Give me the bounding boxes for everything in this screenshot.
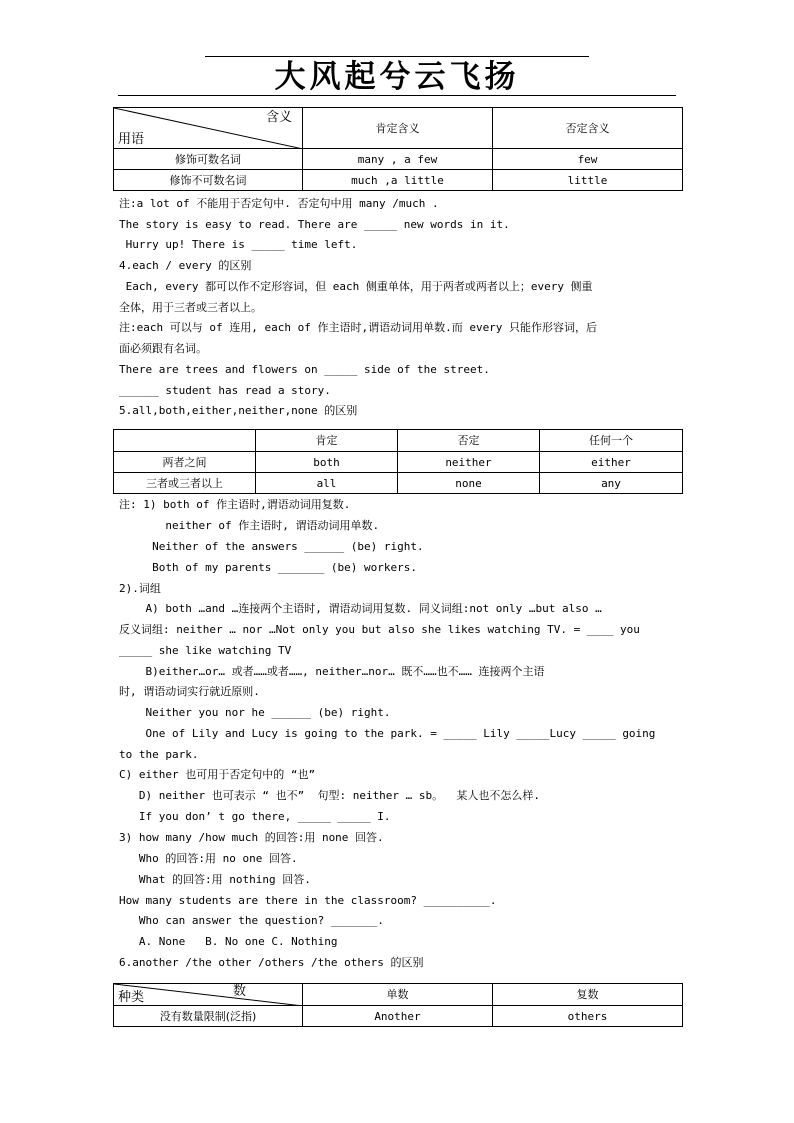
text-line: Who can answer the question? _______. bbox=[119, 914, 384, 927]
text-line: A. None B. No one C. Nothing bbox=[119, 935, 338, 948]
text-line: ______ student has read a story. bbox=[119, 384, 331, 397]
row-label: 两者之间 bbox=[114, 452, 256, 473]
header-negative: 否定 bbox=[398, 430, 540, 452]
header-empty bbox=[114, 430, 256, 452]
section-heading: 2).词组 bbox=[119, 582, 161, 595]
text-line: 注: 1) both of 作主语时,谓语动词用复数. bbox=[119, 498, 351, 511]
text-line: Both of my parents _______ (be) workers. bbox=[119, 561, 418, 574]
corner-label-type: 种类 bbox=[118, 990, 145, 1005]
table-cell: either bbox=[540, 452, 683, 473]
header-singular: 单数 bbox=[303, 984, 493, 1006]
corner-label-number: 数 bbox=[232, 984, 246, 999]
text-line: The story is easy to read. There are _____ new words in it. bbox=[119, 218, 510, 231]
corner-label-usage: 用语 bbox=[118, 132, 145, 147]
text-line: Who 的回答:用 no one 回答. bbox=[119, 852, 298, 865]
table-all-both-either bbox=[113, 429, 683, 494]
table-corner-cell bbox=[114, 108, 303, 149]
row-label: 修饰不可数名词 bbox=[114, 170, 303, 191]
cell-negative: little bbox=[493, 170, 683, 191]
text-line: neither of 作主语时, 谓语动词用单数. bbox=[119, 519, 380, 532]
header-any: 任何一个 bbox=[540, 430, 683, 452]
text-line: A) both …and …连接两个主语时, 谓语动词用复数. 同义词组:not only …but also … bbox=[119, 602, 602, 615]
cell-positive: many , a few bbox=[303, 149, 493, 170]
text-line: One of Lily and Lucy is going to the park. = _____ Lily _____Lucy _____ going bbox=[119, 727, 656, 740]
text-line: Neither of the answers ______ (be) right. bbox=[119, 540, 424, 553]
text-line: Each, every 都可以作不定形容词，但 each 侧重单体，用于两者或两者以上；every 侧重 bbox=[119, 280, 593, 293]
section-heading: 3) how many /how much 的回答:用 none 回答. bbox=[119, 831, 384, 844]
row-label: 没有数量限制(泛指) bbox=[114, 1006, 303, 1027]
table-another-others bbox=[113, 983, 683, 1027]
section-heading: 4.each / every 的区别 bbox=[119, 259, 252, 272]
table-cell: none bbox=[398, 473, 540, 494]
table-cell: neither bbox=[398, 452, 540, 473]
header-plural: 复数 bbox=[493, 984, 683, 1006]
header-rule-top bbox=[205, 56, 589, 57]
cell-singular: Another bbox=[303, 1006, 493, 1027]
text-line: to the park. bbox=[119, 748, 199, 761]
section-heading: 5.all,both,either,neither,none 的区别 bbox=[119, 404, 358, 417]
text-line: Neither you nor he ______ (be) right. bbox=[119, 706, 391, 719]
table-cell: both bbox=[256, 452, 398, 473]
text-line: B)either…or… 或者……或者……, neither…nor… 既不……也不…… 连接两个主语 bbox=[119, 665, 545, 678]
cell-plural: others bbox=[493, 1006, 683, 1027]
header-affirmative: 肯定 bbox=[256, 430, 398, 452]
text-line: 注:each 可以与 of 连用, each of 作主语时,谓语动词用单数.而 every 只能作形容词，后 bbox=[119, 321, 598, 334]
header-positive: 肯定含义 bbox=[303, 108, 493, 149]
text-line: 全体，用于三者或三者以上。 bbox=[119, 301, 262, 314]
text-line: C) either 也可用于否定句中的 “也” bbox=[119, 768, 316, 781]
text-line: D) neither 也可表示 “ 也不” 句型: neither … sb。 某人也不怎么样. bbox=[119, 789, 541, 802]
cell-positive: much ,a little bbox=[303, 170, 493, 191]
section-heading: 6.another /the other /others /the others 的区别 bbox=[119, 956, 424, 969]
table-cell: all bbox=[256, 473, 398, 494]
table-many-much bbox=[113, 107, 683, 191]
text-line: 注:a lot of 不能用于否定句中. 否定句中用 many /much . bbox=[119, 197, 439, 210]
text-line: Hurry up! There is _____ time left. bbox=[119, 238, 358, 251]
header-title: 大风起兮云飞扬 bbox=[274, 59, 520, 95]
cell-negative: few bbox=[493, 149, 683, 170]
header-negative: 否定含义 bbox=[493, 108, 683, 149]
row-label: 三者或三者以上 bbox=[114, 473, 256, 494]
text-line: _____ she like watching TV bbox=[119, 644, 292, 657]
header-rule-bottom bbox=[118, 95, 676, 96]
text-line: If you don’ t go there, _____ _____ I. bbox=[119, 810, 391, 823]
text-line: There are trees and flowers on _____ side of the street. bbox=[119, 363, 490, 376]
corner-label-meaning: 含义 bbox=[265, 110, 292, 125]
text-line: What 的回答:用 nothing 回答. bbox=[119, 873, 311, 886]
text-line: 面必须跟有名词。 bbox=[119, 342, 207, 355]
text-line: 时, 谓语动词实行就近原则. bbox=[119, 685, 260, 698]
row-label: 修饰可数名词 bbox=[114, 149, 303, 170]
table-cell: any bbox=[540, 473, 683, 494]
text-line: 反义词组: neither … nor …Not only you but also she likes watching TV. = ____ you bbox=[119, 623, 640, 636]
table-corner-cell bbox=[114, 984, 303, 1006]
text-line: How many students are there in the classroom? __________. bbox=[119, 894, 497, 907]
